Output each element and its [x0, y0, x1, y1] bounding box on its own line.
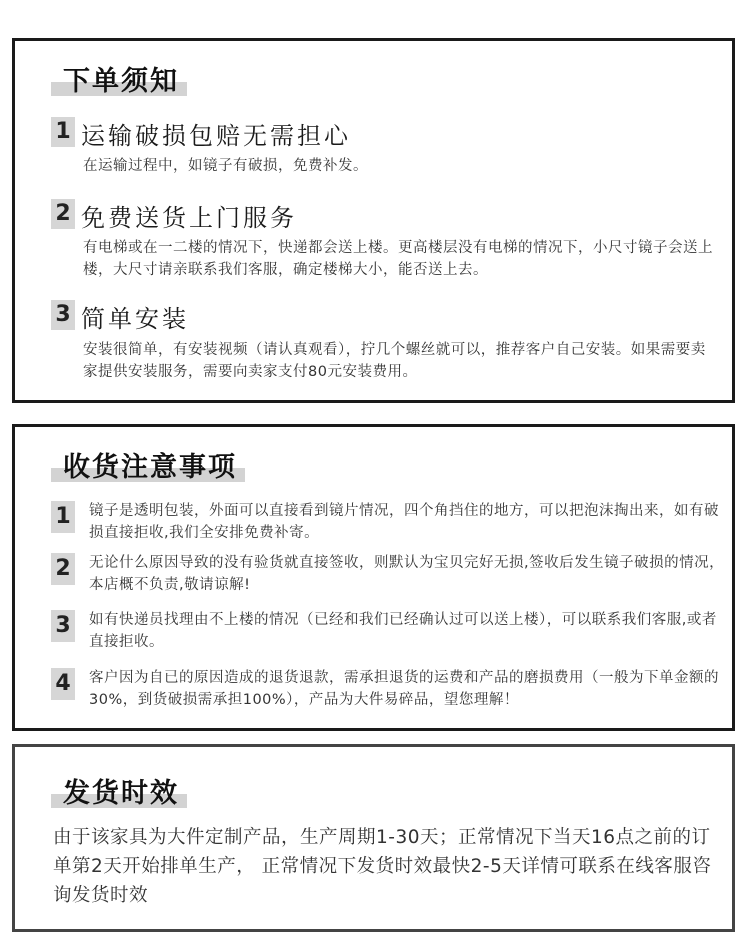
item-number-badge: 3: [51, 300, 75, 330]
item-text: 如有快递员找理由不上楼的情况（已经和我们已经确认过可以送上楼），可以联系我们客服,或者直接拒收。: [89, 612, 717, 650]
item-heading: 免费送货上门服务: [81, 204, 297, 232]
item-number-badge: 1: [51, 117, 75, 147]
order-notice-title: 下单须知: [63, 59, 179, 98]
item-text: 无论什么原因导致的没有验货就直接签收，则默认为宝贝完好无损,签收后发生镜子破损的情况，本店概不负责,敬请谅解!: [89, 555, 725, 593]
receipt-notice-section: [12, 424, 735, 731]
shipping-title: 发货时效: [63, 771, 179, 810]
item-heading: 简单安装: [81, 305, 189, 333]
item-text: 安装很简单，有安装视频（请认真观看），拧几个螺丝就可以，推荐客户自己安装。如果需要卖家提供安装服务，需要向卖家支付80元安装费用。: [83, 342, 706, 380]
order-notice-section: [12, 38, 735, 403]
item-text: 镜子是透明包装，外面可以直接看到镜片情况，四个角挡住的地方，可以把泡沫掏出来，如有破损直接拒收,我们全安排免费补寄。: [89, 503, 719, 541]
item-number-badge: 1: [51, 501, 75, 533]
item-heading: 运输破损包赔无需担心: [81, 122, 351, 150]
item-number-badge: 2: [51, 553, 75, 585]
item-number-badge: 2: [51, 199, 75, 229]
receipt-notice-title: 收货注意事项: [63, 445, 237, 484]
item-text: 有电梯或在一二楼的情况下，快递都会送上楼。更高楼层没有电梯的情况下，小尺寸镜子会送上楼，大尺寸请亲联系我们客服，确定楼梯大小，能否送上去。: [83, 240, 713, 278]
shipping-text: 由于该家具为大件定制产品，生产周期1-30天；正常情况下当天16点之前的订单第2天开始排单生产， 正常情况下发货时效最快2-5天详情可联系在线客服咨询发货时效: [53, 827, 712, 906]
item-text: 客户因为自已的原因造成的退货退款，需承担退货的运费和产品的磨损费用（一般为下单金额的30%，到货破损需承担100%），产品为大件易碎品，望您理解！: [89, 670, 719, 708]
shipping-section: [12, 744, 735, 932]
item-text: 在运输过程中，如镜子有破损，免费补发。: [83, 158, 368, 174]
item-number-badge: 4: [51, 668, 75, 700]
item-number-badge: 3: [51, 610, 75, 642]
